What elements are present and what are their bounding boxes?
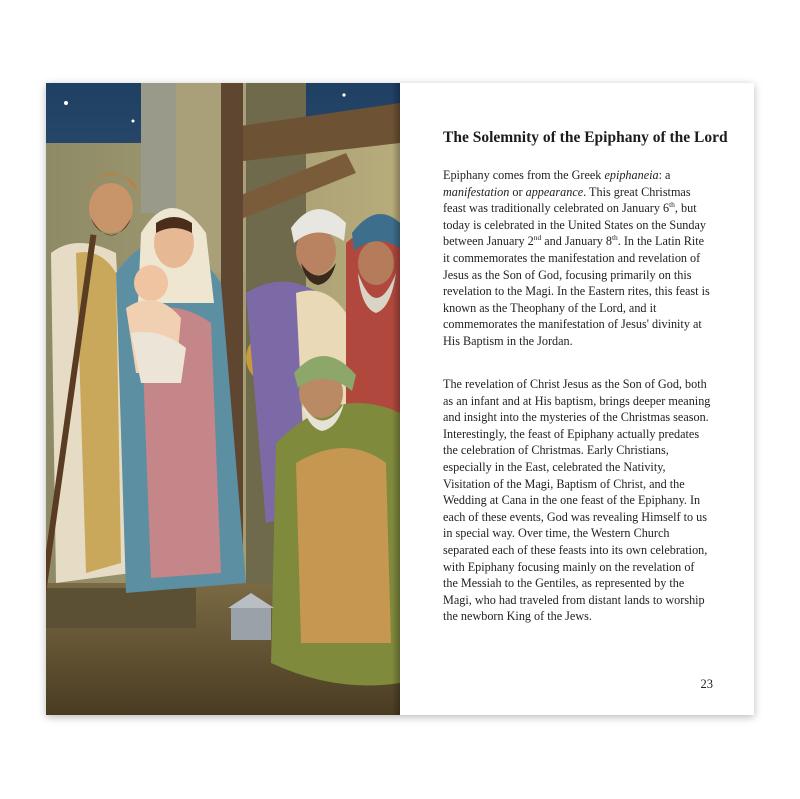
text-page <box>400 83 754 715</box>
paragraph-1: Epiphany comes from the Greek epiphaneia: a manifestation or appearance. This great Christmas feast was traditionally celebrated on January 6th, but today is celebrated in the United States on the Sunday between January 2nd and January 8th. In the Latin Rite it commemorates the manifestation and revelation of Jesus as the Son of God, focusing primarily on this revelation to the Magi. In the Eastern rites, this feast is known as the Theophany of the Lord, and it commemorates the manifestation of Jesus' divinity at His Baptism in the Jordan. <box>443 168 710 348</box>
paragraph-2: The revelation of Christ Jesus as the Son of God, both as an infant and at His baptism, brings deeper meaning and insight into the mysteries of the Christmas season. Interestingly, the feast of Epiphany actually predates the celebration of Christmas. Early Christians, especially in the East, celebrated the Nativity, Visitation of the Magi, Baptism of Christ, and the Wedding at Cana in the one feast of the Epiphany. In each of these events, God was revealing Himself to us in special way. Over time, the Western Church separated each of these feasts into its own celebration, with Epiphany focusing mainly on the revelation of the Messiah to the Gentiles, as represented by the Magi, who had traveled from distant lands to worship the newborn King of the Jews. <box>443 377 711 624</box>
nativity-adoration-of-magi-illustration <box>46 83 400 715</box>
star-icon <box>342 93 345 96</box>
star-icon <box>132 120 135 123</box>
illustration-page <box>46 83 400 715</box>
page-title: The Solemnity of the Epiphany of the Lord <box>443 129 728 146</box>
page-number: 23 <box>700 677 713 691</box>
star-icon <box>64 101 68 105</box>
open-booklet <box>46 83 754 715</box>
